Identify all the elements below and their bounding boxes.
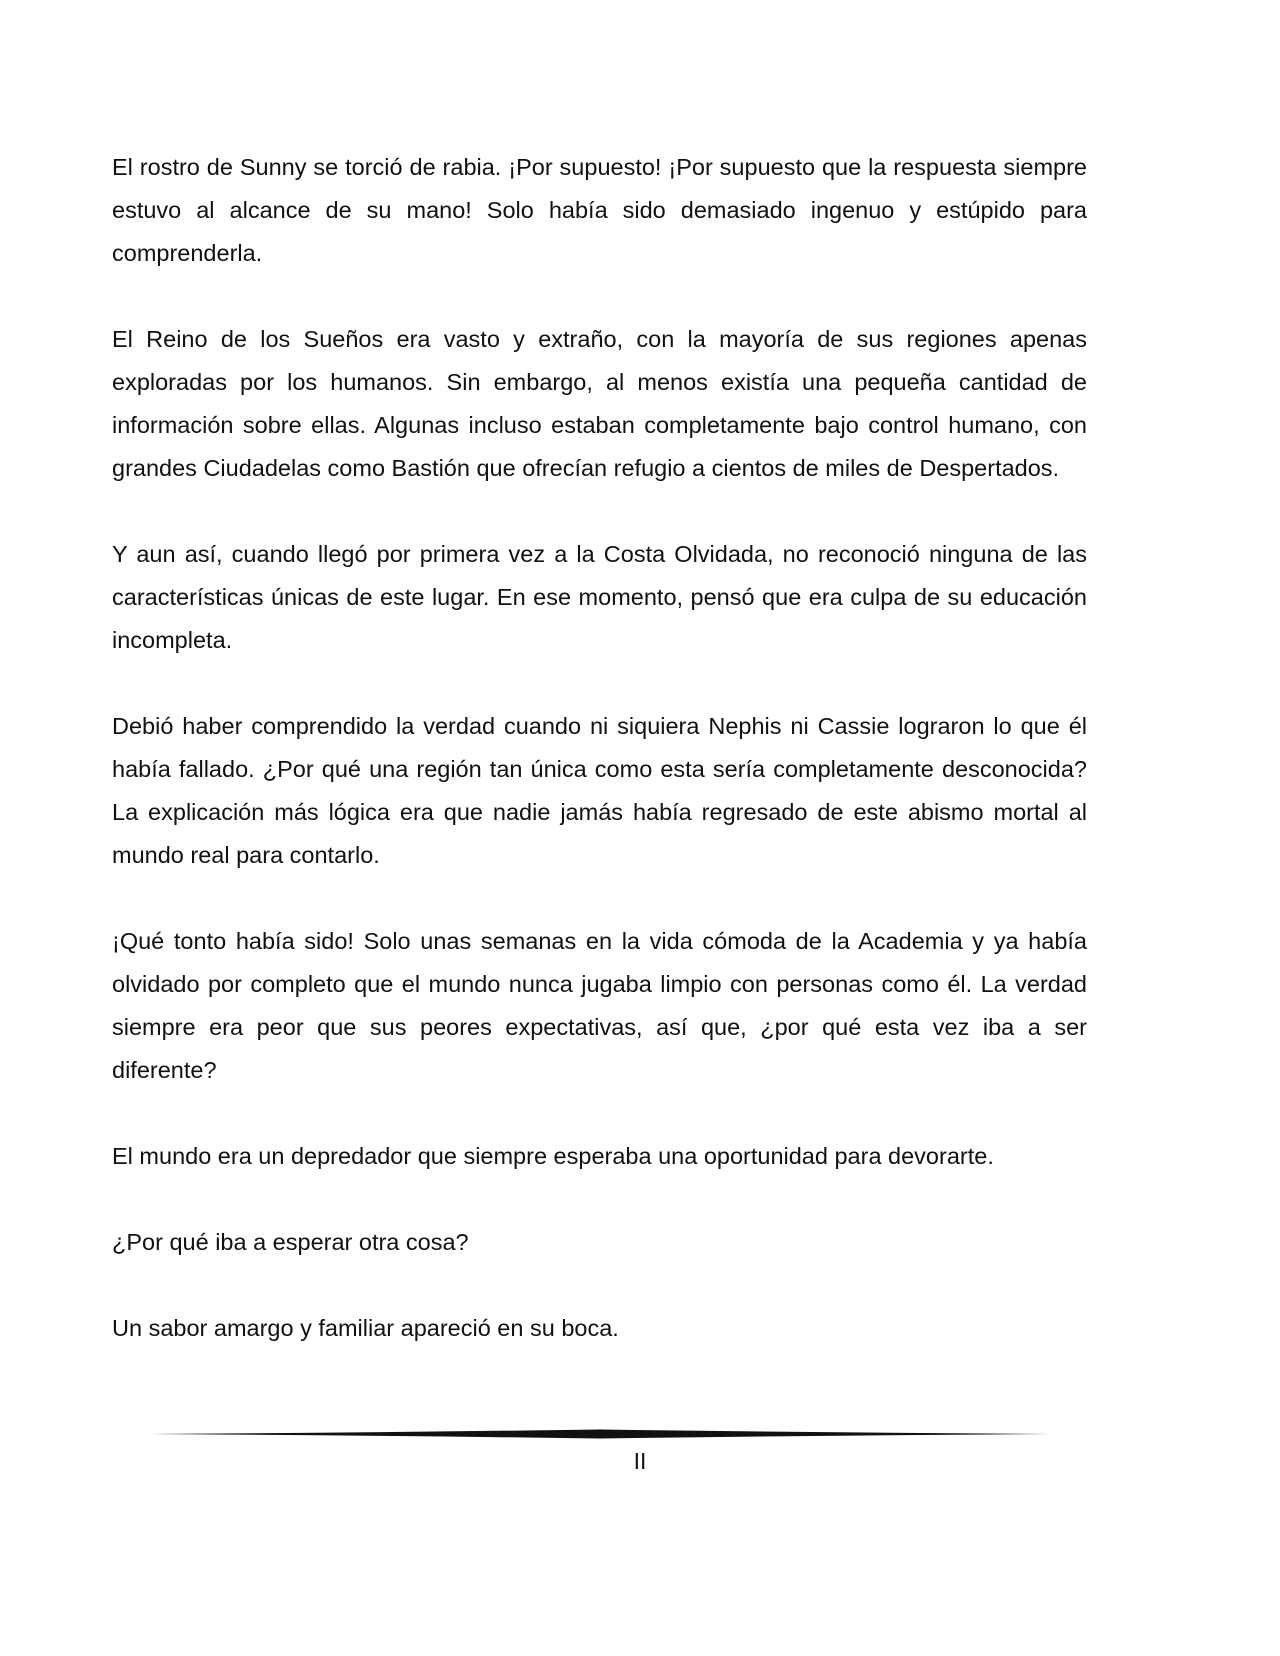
paragraph: Y aun así, cuando llegó por primera vez a la Costa Olvidada, no reconoció ninguna de las características únicas de este lugar. En ese momento, pensó que era culpa de su educación incompleta.: [112, 541, 1087, 653]
paragraph: ¡Qué tonto había sido! Solo unas semanas en la vida cómoda de la Academia y ya había olvidado por completo que el mundo nunca jugaba limpio con personas como él. La verdad siempre era peor que sus peores expectativas, así que, ¿por qué esta vez iba a ser diferente?: [112, 928, 1087, 1083]
paragraph: El rostro de Sunny se torció de rabia. ¡Por supuesto! ¡Por supuesto que la respuesta siempre estuvo al alcance de su mano! Solo había sido demasiado ingenuo y estúpido para comprenderla.: [112, 154, 1087, 266]
decorative-divider: [150, 1427, 1050, 1441]
page-number: II: [633, 1448, 647, 1474]
paragraph: Debió haber comprendido la verdad cuando ni siquiera Nephis ni Cassie lograron lo que él había fallado. ¿Por qué una región tan única como esta sería completamente desconocida? La explicación más lógica era que nadie jamás había regresado de este abismo mortal al mundo real para contarlo.: [112, 713, 1087, 868]
paragraph: El Reino de los Sueños era vasto y extraño, con la mayoría de sus regiones apenas exploradas por los humanos. Sin embargo, al menos existía una pequeña cantidad de información sobre ellas. Algunas incluso estaban completamente bajo control humano, con grandes Ciudadelas como Bastión que ofrecían refugio a cientos de miles de Despertados.: [112, 326, 1087, 481]
paragraph: El mundo era un depredador que siempre esperaba una oportunidad para devorarte.: [112, 1143, 994, 1169]
body-text: [112, 146, 1087, 1393]
paragraph: Un sabor amargo y familiar apareció en su boca.: [112, 1315, 619, 1341]
paragraph: ¿Por qué iba a esperar otra cosa?: [112, 1229, 469, 1255]
